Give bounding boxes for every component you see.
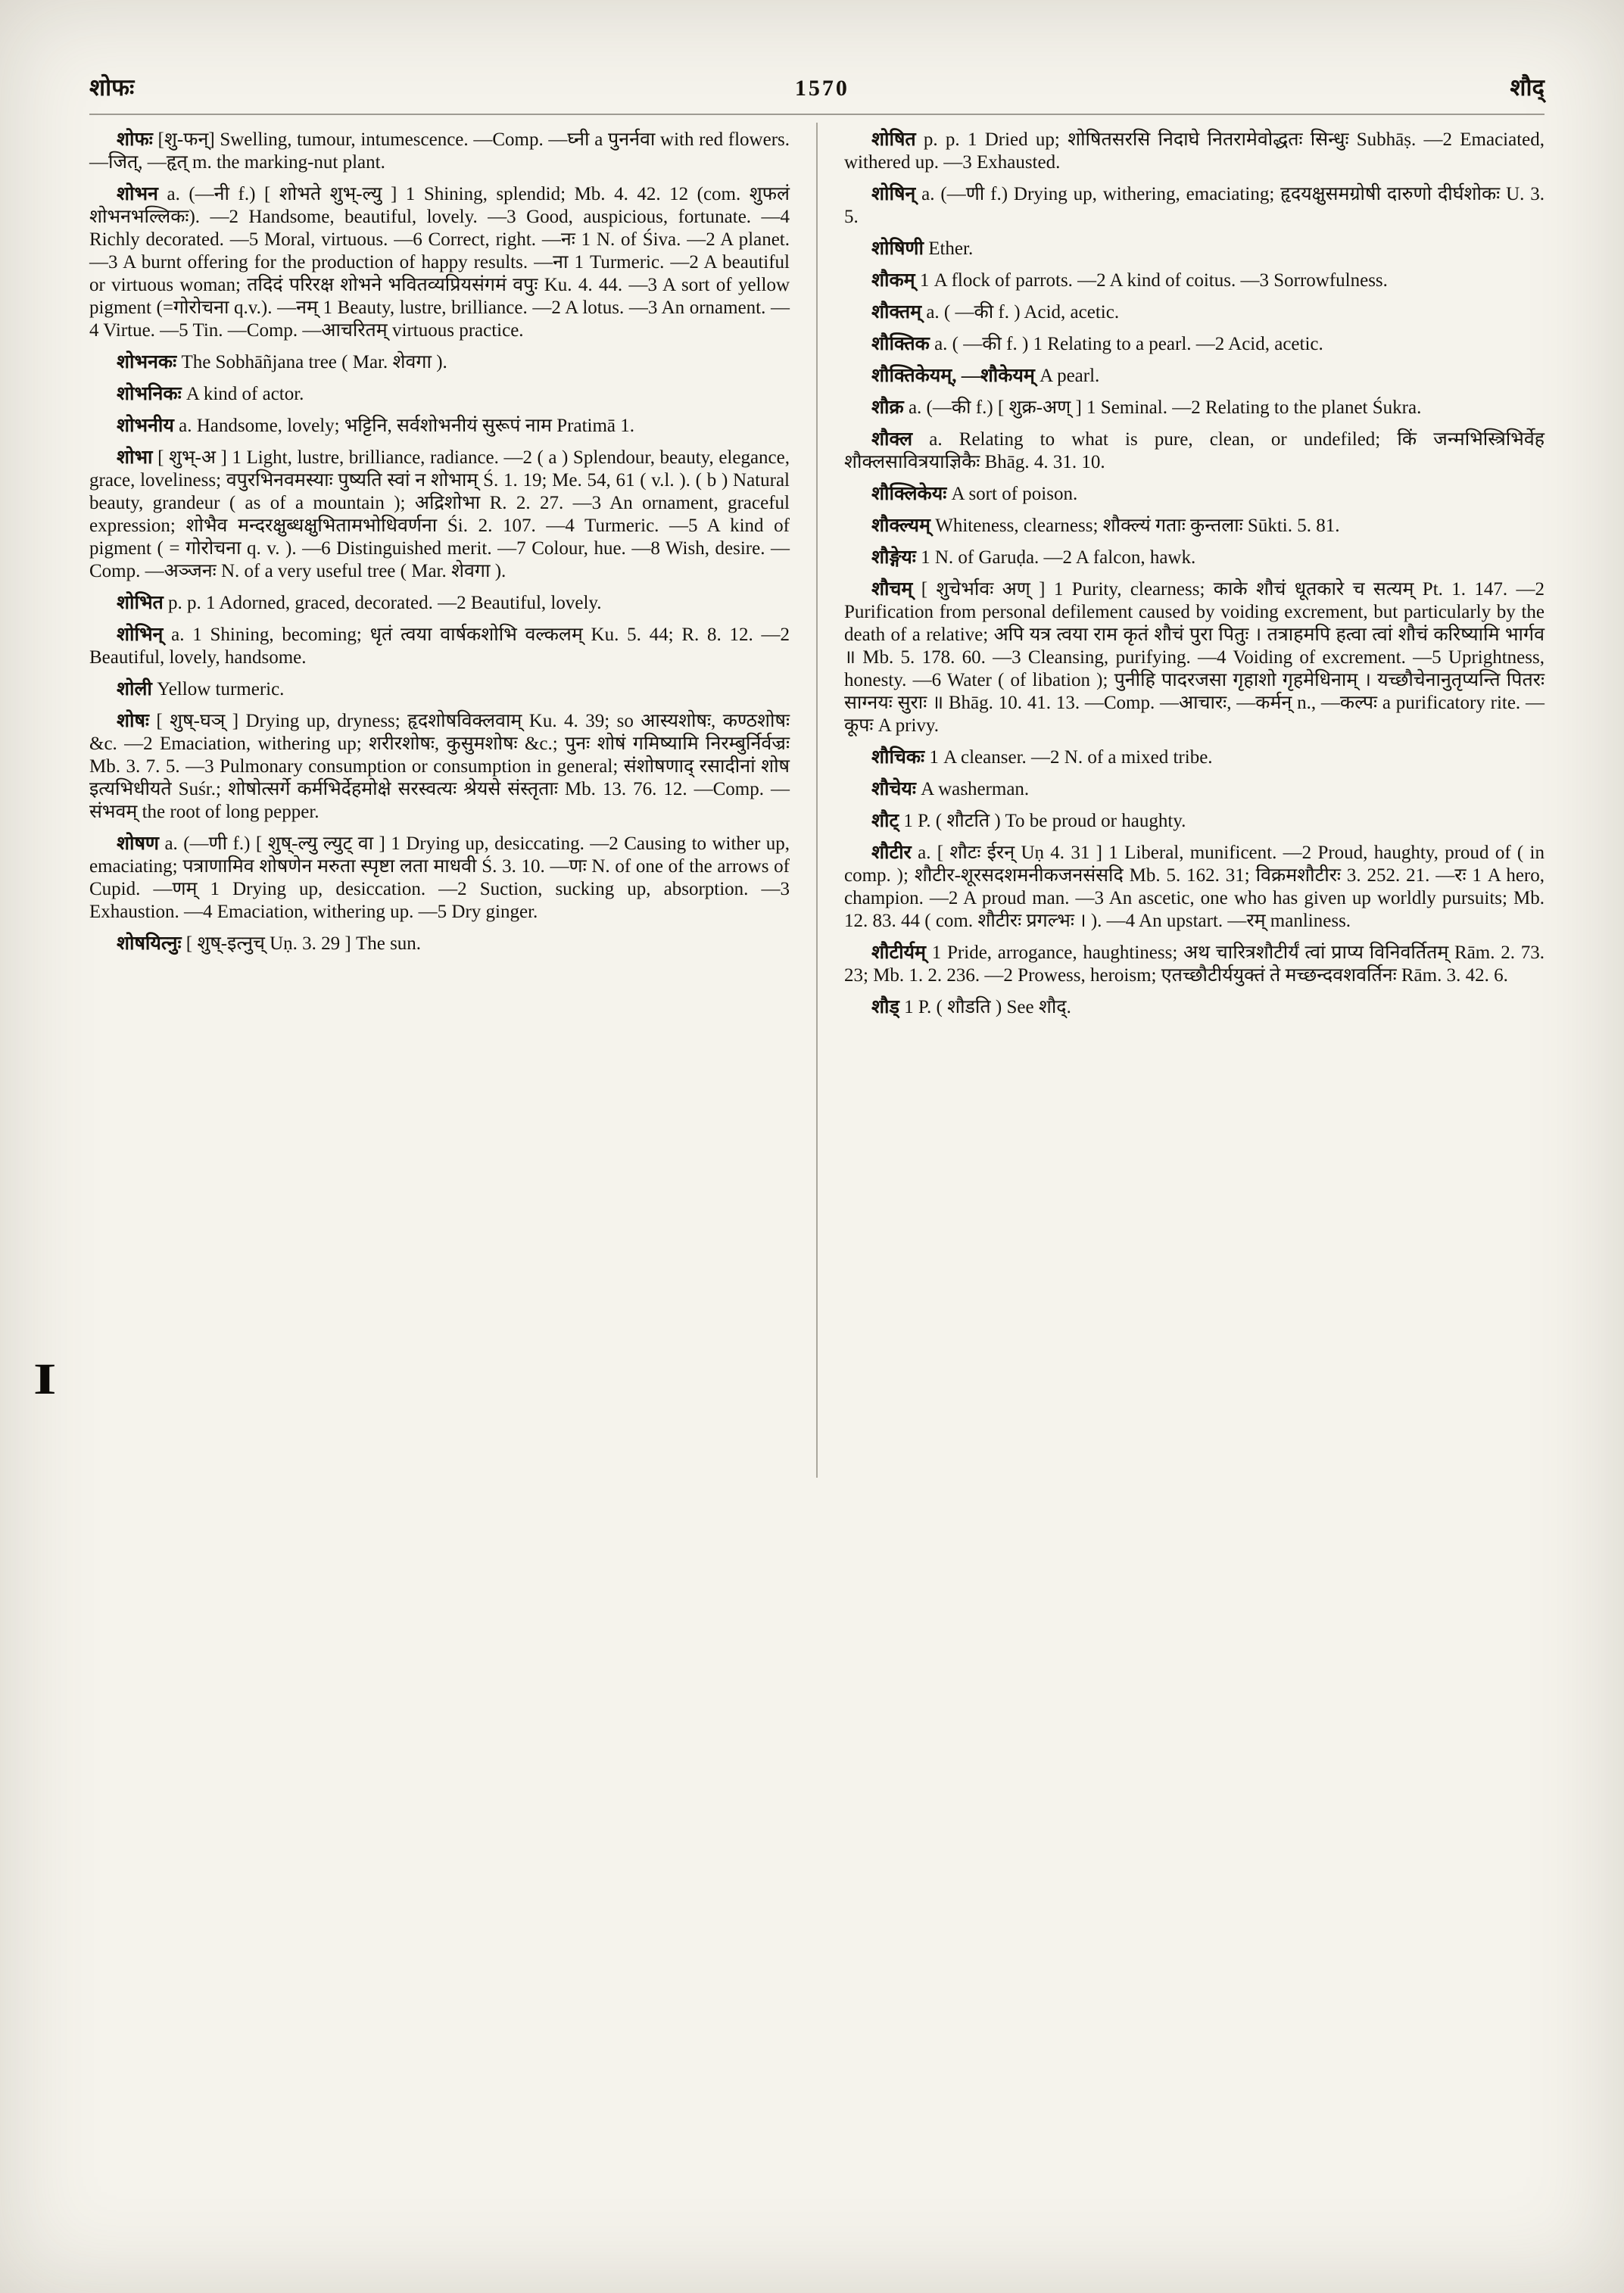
dictionary-entry bbox=[844, 428, 1545, 474]
entry-body: a. (—णी f.) [ शुष्-ल्यु ल्युट् वा ] 1 Drying up, desiccating. —2 Causing to wither up, emaciating; पत्राणामिव शोषणेन मरुता स्पृष्टा लता माधवी Ś. 3. 10. —णः N. of one of the arrows of Cupid. —णम् 1 Drying up, desiccation. —2 Suction, sucking up, absorption. —3 Exhaustion. —4 Emaciation, withering up. —5 Dry ginger. bbox=[89, 833, 790, 922]
entry-body: The Sobhāñjana tree ( Mar. शेवगा ). bbox=[181, 352, 447, 372]
right-column bbox=[844, 129, 1545, 1028]
entry-body: a. (—की f.) [ शुक्र-अण् ] 1 Seminal. —2 Relating to the planet Śukra. bbox=[908, 397, 1422, 418]
entry-headword: शोभनिकः bbox=[117, 384, 182, 404]
entry-headword: शोषित bbox=[871, 129, 916, 150]
dictionary-entry bbox=[89, 678, 790, 701]
dictionary-entry bbox=[844, 996, 1545, 1019]
entry-headword: शोभनीय bbox=[117, 416, 174, 436]
entry-headword: शौक्लिकेयः bbox=[871, 484, 947, 504]
entry-headword: शोफः bbox=[117, 129, 153, 150]
entry-body: [ शुष्-इत्नुच् Uṇ. 3. 29 ] The sun. bbox=[185, 933, 422, 954]
dictionary-entry bbox=[844, 842, 1545, 933]
dictionary-entry bbox=[844, 397, 1545, 419]
dictionary-entry bbox=[89, 383, 790, 406]
entry-headword: शौटीर bbox=[871, 843, 912, 863]
dictionary-entry bbox=[89, 447, 790, 583]
entry-headword: शौचेयः bbox=[871, 779, 916, 799]
entry-body: a. 1 Shining, becoming; धृतं त्वया वार्षकशोभि वल्कलम् Ku. 5. 44; R. 8. 12. —2 Beautiful, lovely, handsome. bbox=[89, 625, 790, 668]
dictionary-entry bbox=[844, 301, 1545, 324]
entry-headword: शोभिन् bbox=[117, 625, 164, 645]
dictionary-entry bbox=[844, 238, 1545, 260]
entry-body: a. [ शौटः ईरन् Uṇ 4. 31 ] 1 Liberal, munificent. —2 Proud, haughty, proud of ( in comp. ); शौटीर-शूरसदशमनीकजनसंसदि Mb. 5. 162. 31; विक्रमशौटीरः 3. 252. 21. —रः 1 A hero, champion. —2 A proud man. —3 An ascetic, one who has given up worldly pursuits; Mb. 12. 83. 44 ( com. शौटीरः प्रगल्भः । ). —4 An upstart. —रम् manliness. bbox=[844, 843, 1545, 931]
dictionary-entry bbox=[844, 746, 1545, 769]
entry-body: Ether. bbox=[928, 238, 974, 259]
entry-body: A pearl. bbox=[1040, 366, 1100, 386]
entry-headword: शौटीर्यम् bbox=[871, 942, 927, 963]
entry-body: 1 P. ( शौडति ) See शौद्. bbox=[904, 997, 1071, 1017]
entry-body: 1 A cleanser. —2 N. of a mixed tribe. bbox=[929, 747, 1213, 768]
dictionary-entry bbox=[844, 483, 1545, 506]
dictionary-columns bbox=[89, 129, 1545, 1028]
entry-headword: शोषयित्नुः bbox=[117, 933, 182, 954]
entry-body: a. ( —की f. ) 1 Relating to a pearl. —2 Acid, acetic. bbox=[934, 334, 1323, 354]
entry-body: a. ( —की f. ) Acid, acetic. bbox=[926, 302, 1120, 322]
entry-body: 1 N. of Garuḍa. —2 A falcon, hawk. bbox=[921, 547, 1196, 568]
entry-body: 1 A flock of parrots. —2 A kind of coitus. —3 Sorrowfulness. bbox=[919, 270, 1388, 291]
entry-body: Yellow turmeric. bbox=[157, 679, 285, 699]
entry-headword: शोभा bbox=[117, 447, 153, 468]
entry-body: 1 P. ( शौटति ) To be proud or haughty. bbox=[903, 811, 1186, 831]
dictionary-entry bbox=[844, 515, 1545, 537]
dictionary-entry bbox=[89, 183, 790, 342]
entry-body: [ शुष्-घञ् ] Drying up, dryness; हृदशोषविक्लवाम् Ku. 4. 39; so आस्यशोषः, कण्ठशोषः &c. —2 Emaciation, withering up; शरीरशोषः, कुसुमशोषः &c.; पुनः शोषं गमिष्यामि निरम्बुर्निर्वज्रः Mb. 3. 7. 5. —3 Pulmonary consumption or consumption in general; संशोषणाद् रसादीनां शोष इत्यभिधीयते Suśr.; शोषोत्सर्गे कर्मभिर्देहमोक्षे सरस्वत्यः श्रेयसे संस्तृताः Mb. 13. 76. 12. —Comp. —संभवम् the root of long pepper. bbox=[89, 711, 790, 822]
dictionary-entry bbox=[844, 333, 1545, 356]
entry-headword: शौक्ल्यम् bbox=[871, 516, 930, 536]
left-column bbox=[89, 129, 790, 1028]
header-guide-word-left: शोफः bbox=[89, 74, 135, 101]
dictionary-entry bbox=[844, 810, 1545, 833]
dictionary-entry bbox=[89, 415, 790, 438]
entry-headword: शोली bbox=[117, 679, 152, 699]
entry-headword: शौड् bbox=[871, 997, 899, 1017]
entry-body: Whiteness, clearness; शौक्ल्यं गताः कुन्तलाः Sūkti. 5. 81. bbox=[935, 516, 1340, 536]
dictionary-entry bbox=[89, 592, 790, 615]
entry-headword: शौकम् bbox=[871, 270, 915, 291]
header-guide-word-right: शौद् bbox=[1510, 74, 1545, 101]
dictionary-entry bbox=[844, 942, 1545, 987]
dictionary-entry bbox=[844, 183, 1545, 229]
dictionary-entry bbox=[844, 547, 1545, 569]
entry-headword: शौट् bbox=[871, 811, 899, 831]
dictionary-entry bbox=[844, 129, 1545, 174]
entry-headword: शौङ्गेयः bbox=[871, 547, 916, 568]
dictionary-entry bbox=[89, 351, 790, 374]
entry-body: [शु-फन्] Swelling, tumour, intumescence. —Comp. —घ्नी a पुनर्नवा with red flowers. —जित्, —हृत् m. the marking-nut plant. bbox=[89, 129, 790, 173]
entry-headword: शोषः bbox=[117, 711, 149, 731]
entry-headword: शोभित bbox=[117, 593, 164, 613]
entry-headword: शौक्तम् bbox=[871, 302, 922, 322]
entry-headword: शौक्ल bbox=[871, 429, 913, 450]
entry-body: p. p. 1 Adorned, graced, decorated. —2 Beautiful, lovely. bbox=[168, 593, 602, 613]
ink-mark-artifact: I bbox=[33, 1354, 57, 1404]
entry-headword: शोषिन् bbox=[871, 184, 916, 204]
dictionary-entry bbox=[89, 710, 790, 824]
page-header bbox=[89, 71, 1545, 103]
entry-headword: शौचम् bbox=[871, 579, 913, 600]
entry-headword: शोषण bbox=[117, 833, 160, 854]
entry-body: a. Handsome, lovely; भट्टिनि, सर्वशोभनीयं सुरूपं नाम Pratimā 1. bbox=[179, 416, 635, 436]
entry-headword: शौक्तिकेयम्, —शौकेयम् bbox=[871, 366, 1035, 386]
entry-body: a. (—नी f.) [ शोभते शुभ्-ल्यु ] 1 Shining, splendid; Mb. 4. 42. 12 (com. शुफलं शोभनभल्लिकः). —2 Handsome, beautiful, lovely. —3 Good, auspicious, fortunate. —4 Richly decorated. —5 Moral, virtuous. —6 Correct, right. —नः 1 N. of Śiva. —2 A planet. —3 A burnt offering for the production of happy results. —ना 1 Turmeric. —2 A beautiful or virtuous woman; तदिदं परिरक्ष शोभने भवितव्यप्रियसंगमं वपुः Ku. 4. 44. —3 A sort of yellow pigment (=गोरोचना q.v.). —नम् 1 Beauty, lustre, brilliance. —2 A lotus. —3 An ornament. —4 Virtue. —5 Tin. —Comp. —आचरितम् virtuous practice. bbox=[89, 184, 790, 341]
dictionary-entry bbox=[844, 365, 1545, 388]
dictionary-entry bbox=[89, 833, 790, 924]
dictionary-entry bbox=[844, 778, 1545, 801]
entry-body: A washerman. bbox=[921, 779, 1030, 799]
entry-body: p. p. 1 Dried up; शोषितसरसि निदाघे नितरामेवोद्धतः सिन्धुः Subhāṣ. —2 Emaciated, withered up. —3 Exhausted. bbox=[844, 129, 1545, 173]
entry-body: a. Relating to what is pure, clean, or undefiled; किं जन्मभिस्त्रिभिर्वेह शौक्लसावित्रयाज्ञिकैः Bhāg. 4. 31. 10. bbox=[844, 429, 1545, 472]
dictionary-entry bbox=[89, 933, 790, 955]
dictionary-entry bbox=[89, 624, 790, 669]
entry-body: A kind of actor. bbox=[185, 384, 304, 404]
entry-headword: शौक्र bbox=[871, 397, 904, 418]
header-rule bbox=[89, 114, 1545, 115]
page-number: 1570 bbox=[794, 76, 849, 101]
entry-body: a. (—णी f.) Drying up, withering, emaciating; हृदयक्षुसमग्रोषी दारुणो दीर्घशोकः U. 3. 5. bbox=[844, 184, 1545, 227]
dictionary-entry bbox=[89, 129, 790, 174]
entry-body: [ शुभ्-अ ] 1 Light, lustre, brilliance, radiance. —2 ( a ) Splendour, beauty, elegance, grace, loveliness; वपुरभिनवमस्याः पुष्यति स्वां न शोभाम् Ś. 1. 19; Me. 54, 61 ( v.l. ). ( b ) Natural beauty, grandeur ( as of a mountain ); अद्रिशोभा R. 2. 27. —3 An ornament, graceful expression; शोभैव मन्दरक्षुब्धक्षुभितामभोधिवर्णना Śi. 2. 107. —4 Turmeric. —5 A kind of pigment ( = गोरोचना q. v. ). —6 Distinguished merit. —7 Colour, hue. —8 Wish, desire. —Comp. —अञ्जनः N. of a very useful tree ( Mar. शेवगा ). bbox=[89, 447, 790, 581]
entry-body: [ शुचेर्भावः अण् ] 1 Purity, clearness; काके शौचं धूतकारे च सत्यम् Pt. 1. 147. —2 Purification from personal defilement caused by voiding excrement, but particularly by the death of a relative; अपि यत्र त्वया राम कृतं शौचं पुरा पितुः । तत्राहमपि हत्वा त्वां शौचं करिष्यामि भार्गव ॥ Mb. 5. 178. 60. —3 Cleansing, purifying. —4 Voiding of excrement. —5 Uprightness, honesty. —6 Water ( of libation ); पुनीहि पादरजसा गृहाशो गृहमेधिनाम् । यच्छौचेनानुतृप्यन्ति पितरः साग्नयः सुराः ॥ Bhāg. 10. 41. 13. —Comp. —आचारः, —कर्मन् n., —कल्पः a purificatory rite. —कूपः A privy. bbox=[844, 579, 1545, 736]
entry-body: 1 Pride, arrogance, haughtiness; अथ चारित्रशौटीर्यं त्वां प्राप्य विनिवर्तितम् Rām. 2. 73. 23; Mb. 1. 2. 236. —2 Prowess, heroism; एतच्छौटीर्ययुक्तं ते मच्छन्दवशवर्तिनः Rām. 3. 42. 6. bbox=[844, 942, 1545, 986]
dictionary-entry bbox=[844, 578, 1545, 737]
entry-headword: शौचिकः bbox=[871, 747, 925, 768]
entry-headword: शोषिणी bbox=[871, 238, 924, 259]
entry-body: A sort of poison. bbox=[951, 484, 1078, 504]
entry-headword: शोभन bbox=[117, 184, 158, 204]
dictionary-entry bbox=[844, 269, 1545, 292]
entry-headword: शोभनकः bbox=[117, 352, 177, 372]
entry-headword: शौक्तिक bbox=[871, 334, 930, 354]
